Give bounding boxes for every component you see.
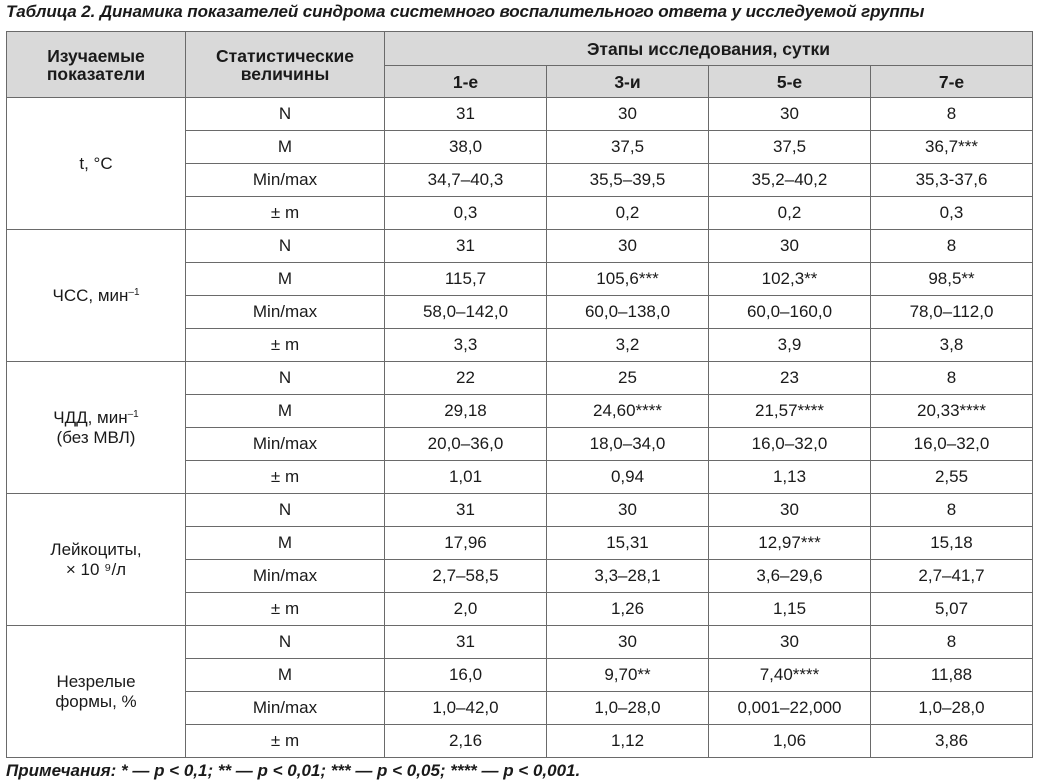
value-cell: 78,0–112,0 (871, 296, 1033, 329)
header-day-7: 7-е (871, 66, 1033, 98)
value-cell: 23 (709, 362, 871, 395)
indicator-unit-exponent: –1 (128, 286, 140, 298)
value-cell: 30 (709, 230, 871, 263)
value-cell: 1,13 (709, 461, 871, 494)
value-cell: 9,70** (547, 659, 709, 692)
value-cell: 29,18 (385, 395, 547, 428)
value-cell: 8 (871, 494, 1033, 527)
value-cell: 3,3 (385, 329, 547, 362)
value-cell: 5,07 (871, 593, 1033, 626)
indicator-label (7, 230, 186, 362)
value-cell: 8 (871, 362, 1033, 395)
value-cell: 1,0–28,0 (547, 692, 709, 725)
value-cell: 1,0–28,0 (871, 692, 1033, 725)
stat-label: M (186, 131, 385, 164)
indicator-name-line2: × 10 ⁹/л (65, 559, 127, 579)
stat-label: M (186, 263, 385, 296)
value-cell: 3,3–28,1 (547, 560, 709, 593)
value-cell: 34,7–40,3 (385, 164, 547, 197)
value-cell: 1,06 (709, 725, 871, 758)
value-cell: 31 (385, 230, 547, 263)
table-note: Примечания: * — р < 0,1; ** — р < 0,01; *** — р < 0,05; **** — р < 0,001. (6, 761, 581, 780)
indicator-name: t, °C (79, 153, 113, 173)
value-cell: 1,01 (385, 461, 547, 494)
stat-label: N (186, 494, 385, 527)
stat-label: ± m (186, 329, 385, 362)
header-row-top (7, 32, 1033, 66)
value-cell: 98,5** (871, 263, 1033, 296)
value-cell: 0,3 (385, 197, 547, 230)
header-indicator: Изучаемые показатели (7, 32, 186, 98)
header-day-1: 1-е (385, 66, 547, 98)
value-cell: 36,7*** (871, 131, 1033, 164)
value-cell: 0,94 (547, 461, 709, 494)
header-stages: Этапы исследования, сутки (385, 32, 1033, 66)
value-cell: 17,96 (385, 527, 547, 560)
stat-label: N (186, 626, 385, 659)
value-cell: 16,0 (385, 659, 547, 692)
value-cell: 58,0–142,0 (385, 296, 547, 329)
table-row (7, 98, 1033, 131)
value-cell: 37,5 (547, 131, 709, 164)
value-cell: 18,0–34,0 (547, 428, 709, 461)
stat-label: N (186, 230, 385, 263)
value-cell: 1,15 (709, 593, 871, 626)
indicator-label (7, 494, 186, 626)
value-cell: 35,3-37,6 (871, 164, 1033, 197)
value-cell: 0,001–22,000 (709, 692, 871, 725)
value-cell: 8 (871, 626, 1033, 659)
value-cell: 30 (547, 626, 709, 659)
table-row (7, 626, 1033, 659)
value-cell: 30 (709, 626, 871, 659)
stat-label: M (186, 527, 385, 560)
stat-label: ± m (186, 725, 385, 758)
value-cell: 16,0–32,0 (871, 428, 1033, 461)
stat-label: N (186, 362, 385, 395)
value-cell: 31 (385, 98, 547, 131)
indicator-label (7, 98, 186, 230)
value-cell: 105,6*** (547, 263, 709, 296)
value-cell: 8 (871, 230, 1033, 263)
stat-label: Min/max (186, 692, 385, 725)
value-cell: 60,0–160,0 (709, 296, 871, 329)
value-cell: 102,3** (709, 263, 871, 296)
value-cell: 24,60**** (547, 395, 709, 428)
value-cell: 0,3 (871, 197, 1033, 230)
value-cell: 35,5–39,5 (547, 164, 709, 197)
indicator-name: ЧСС, мин (52, 285, 129, 305)
value-cell: 15,18 (871, 527, 1033, 560)
value-cell: 2,16 (385, 725, 547, 758)
stat-label: Min/max (186, 296, 385, 329)
value-cell: 11,88 (871, 659, 1033, 692)
value-cell: 3,2 (547, 329, 709, 362)
stat-label: Min/max (186, 560, 385, 593)
value-cell: 16,0–32,0 (709, 428, 871, 461)
table-caption: Таблица 2. Динамика показателей синдрома системного воспалительного ответа у исследуемой группы (6, 2, 925, 21)
value-cell: 22 (385, 362, 547, 395)
value-cell: 2,7–58,5 (385, 560, 547, 593)
value-cell: 21,57**** (709, 395, 871, 428)
value-cell: 115,7 (385, 263, 547, 296)
value-cell: 30 (547, 98, 709, 131)
value-cell: 3,86 (871, 725, 1033, 758)
table-row (7, 362, 1033, 395)
value-cell: 30 (547, 494, 709, 527)
value-cell: 30 (547, 230, 709, 263)
stat-label: ± m (186, 197, 385, 230)
value-cell: 3,9 (709, 329, 871, 362)
indicator-name: Незрелые (56, 671, 136, 691)
value-cell: 20,33**** (871, 395, 1033, 428)
stat-label: ± m (186, 593, 385, 626)
stat-label: M (186, 395, 385, 428)
header-statistics: Статистические величины (186, 32, 385, 98)
value-cell: 31 (385, 626, 547, 659)
value-cell: 15,31 (547, 527, 709, 560)
stat-label: N (186, 98, 385, 131)
indicator-name: Лейкоциты, (50, 539, 142, 559)
table-body (7, 98, 1033, 758)
value-cell: 0,2 (709, 197, 871, 230)
value-cell: 31 (385, 494, 547, 527)
value-cell: 8 (871, 98, 1033, 131)
indicator-label (7, 362, 186, 494)
value-cell: 2,7–41,7 (871, 560, 1033, 593)
value-cell: 38,0 (385, 131, 547, 164)
stat-label: M (186, 659, 385, 692)
stat-label: Min/max (186, 428, 385, 461)
indicator-name: ЧДД, мин (53, 407, 128, 427)
value-cell: 20,0–36,0 (385, 428, 547, 461)
value-cell: 30 (709, 494, 871, 527)
table-row (7, 230, 1033, 263)
value-cell: 3,8 (871, 329, 1033, 362)
value-cell: 7,40**** (709, 659, 871, 692)
indicator-name-line2: формы, % (55, 691, 137, 711)
value-cell: 12,97*** (709, 527, 871, 560)
value-cell: 1,0–42,0 (385, 692, 547, 725)
indicator-name-line2: (без МВЛ) (56, 427, 136, 447)
header-day-5: 5-е (709, 66, 871, 98)
value-cell: 1,12 (547, 725, 709, 758)
value-cell: 2,0 (385, 593, 547, 626)
indicator-label (7, 626, 186, 758)
value-cell: 1,26 (547, 593, 709, 626)
stat-label: ± m (186, 461, 385, 494)
value-cell: 60,0–138,0 (547, 296, 709, 329)
value-cell: 35,2–40,2 (709, 164, 871, 197)
value-cell: 2,55 (871, 461, 1033, 494)
value-cell: 25 (547, 362, 709, 395)
value-cell: 3,6–29,6 (709, 560, 871, 593)
value-cell: 37,5 (709, 131, 871, 164)
stat-label: Min/max (186, 164, 385, 197)
value-cell: 30 (709, 98, 871, 131)
data-table (6, 31, 1033, 758)
header-day-3: 3-и (547, 66, 709, 98)
table-row (7, 494, 1033, 527)
indicator-unit-exponent: –1 (127, 408, 139, 420)
value-cell: 0,2 (547, 197, 709, 230)
